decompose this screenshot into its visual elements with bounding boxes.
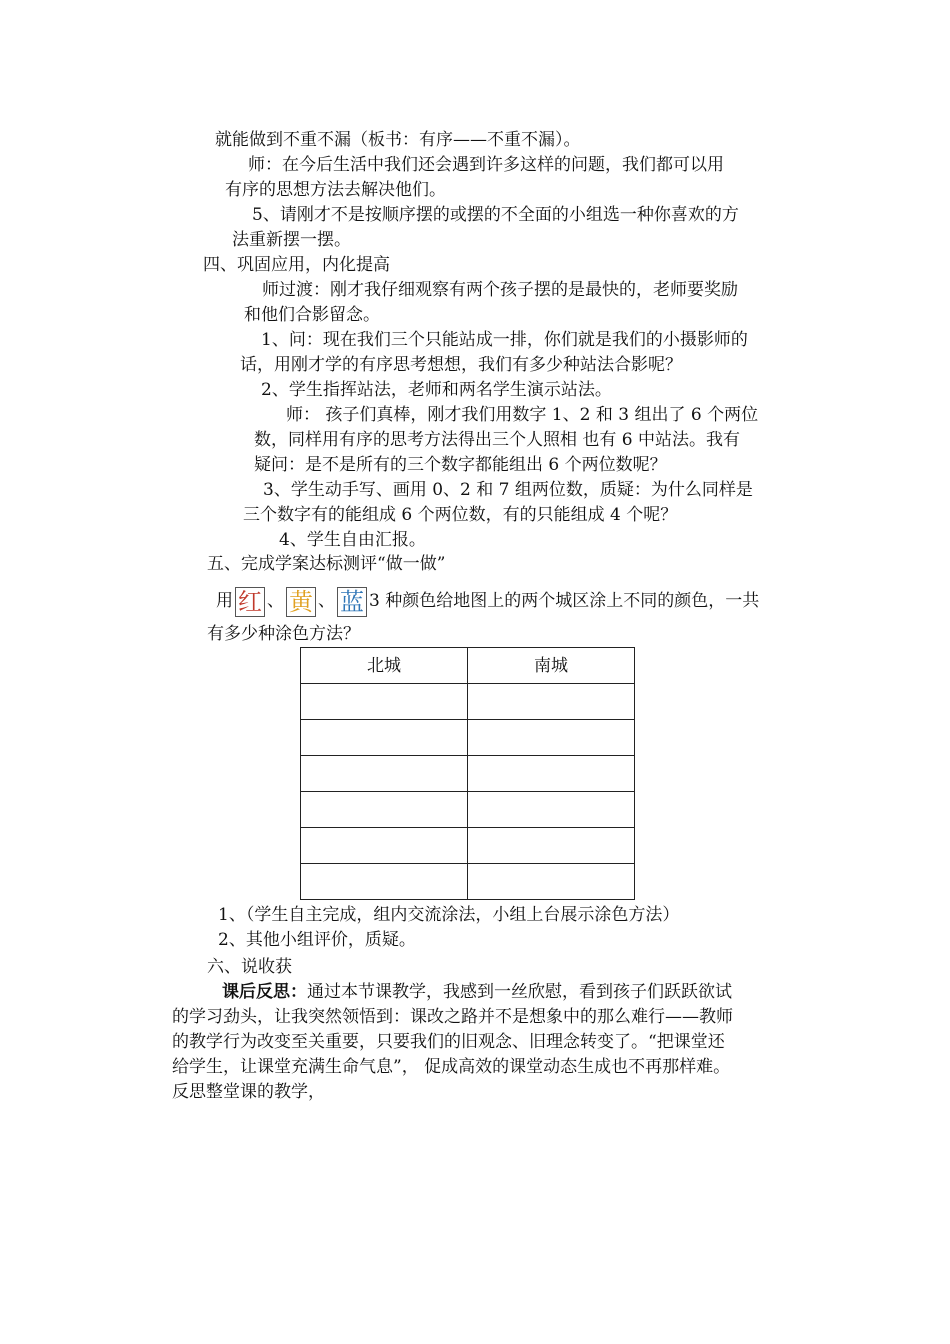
- section-title-6: 六、说收获: [207, 957, 292, 977]
- color-yellow-box: 黄: [286, 587, 316, 617]
- south-city-cell: [468, 720, 635, 756]
- paragraph-p1: 就能做到不重不漏（板书：有序——不重不漏）。: [215, 130, 581, 150]
- south-city-cell: [468, 792, 635, 828]
- table-row: [301, 792, 635, 828]
- color-question-suffix: 3 种颜色给地图上的两个城区涂上不同的颜色，一共: [369, 591, 760, 611]
- table-header-row: [301, 648, 635, 684]
- south-city-cell: [468, 684, 635, 720]
- paragraph-p5: 法重新摆一摆。: [232, 230, 351, 250]
- color-question-prefix: 用: [216, 591, 233, 611]
- south-city-cell: [468, 828, 635, 864]
- paragraph-p12: 数，同样用有序的思考方法得出三个人照相 也有 6 中站法。我有: [254, 430, 741, 450]
- table-row: [301, 720, 635, 756]
- reflection-text-1: 通过本节课教学，我感到一丝欣慰，看到孩子们跃跃欲试: [307, 982, 732, 1002]
- north-city-cell: [301, 828, 468, 864]
- color-separator: 、: [318, 591, 335, 611]
- paragraph-p4: 5、请刚才不是按顺序摆的或摆的不全面的小组选一种你喜欢的方: [252, 205, 739, 225]
- color-question-line2: 有多少种涂色方法？: [207, 624, 360, 644]
- section-title-5: 五、完成学案达标测评“做一做”: [207, 554, 446, 574]
- reflection-line2: 的学习劲头，让我突然领悟到：课改之路并不是想象中的那么难行——教师: [172, 1007, 733, 1027]
- paragraph-p6: 师过渡：刚才我仔细观察有两个孩子摆的是最快的，老师要奖励: [262, 280, 738, 300]
- paragraph-p13: 疑问：是不是所有的三个数字都能组出 6 个两位数呢？: [254, 455, 667, 475]
- map-coloring-table: [300, 647, 635, 900]
- paragraph-p15: 三个数字有的能组成 6 个两位数，有的只能组成 4 个呢？: [243, 505, 678, 525]
- paragraph-p8: 1、问：现在我们三个只能站成一排，你们就是我们的小摄影师的: [261, 330, 748, 350]
- reflection-line1: [222, 980, 732, 1004]
- north-city-cell: [301, 684, 468, 720]
- south-city-cell: [468, 756, 635, 792]
- header-north-city: 北城: [301, 648, 468, 684]
- paragraph-p7: 和他们合影留念。: [244, 305, 380, 325]
- after-table-q1: 1、（学生自主完成，组内交流涂法，小组上台展示涂色方法）: [218, 905, 680, 925]
- color-question-line1: [216, 586, 759, 617]
- after-table-q2: 2、其他小组评价，质疑。: [218, 930, 416, 950]
- paragraph-p11: 师： 孩子们真棒，刚才我们用数字 1、2 和 3 组出了 6 个两位: [286, 405, 759, 425]
- south-city-cell: [468, 864, 635, 900]
- color-red-box: 红: [235, 587, 265, 617]
- paragraph-p10: 2、学生指挥站法，老师和两名学生演示站法。: [261, 380, 612, 400]
- reflection-line5: 反思整堂课的教学，: [172, 1082, 325, 1102]
- header-south-city: 南城: [468, 648, 635, 684]
- north-city-cell: [301, 756, 468, 792]
- reflection-label: 课后反思：: [222, 982, 307, 1002]
- north-city-cell: [301, 792, 468, 828]
- north-city-cell: [301, 864, 468, 900]
- color-blue-box: 蓝: [337, 587, 367, 617]
- table-row: [301, 828, 635, 864]
- paragraph-p9: 话，用刚才学的有序思考想想，我们有多少种站法合影呢？: [240, 355, 682, 375]
- reflection-line3: 的教学行为改变至关重要，只要我们的旧观念、旧理念转变了。“把课堂还: [172, 1032, 725, 1052]
- color-separator: 、: [267, 591, 284, 611]
- section-title-4: 四、巩固应用，内化提高: [203, 255, 390, 275]
- north-city-cell: [301, 720, 468, 756]
- table-row: [301, 756, 635, 792]
- paragraph-p2: 师：在今后生活中我们还会遇到许多这样的问题，我们都可以用: [248, 155, 724, 175]
- reflection-line4: 给学生，让课堂充满生命气息”， 促成高效的课堂动态生成也不再那样难。: [172, 1057, 731, 1077]
- paragraph-p16: 4、学生自由汇报。: [279, 530, 426, 550]
- table-row: [301, 864, 635, 900]
- paragraph-p14: 3、学生动手写、画用 0、2 和 7 组两位数，质疑：为什么同样是: [263, 480, 753, 500]
- table-row: [301, 684, 635, 720]
- paragraph-p3: 有序的思想方法去解决他们。: [225, 180, 446, 200]
